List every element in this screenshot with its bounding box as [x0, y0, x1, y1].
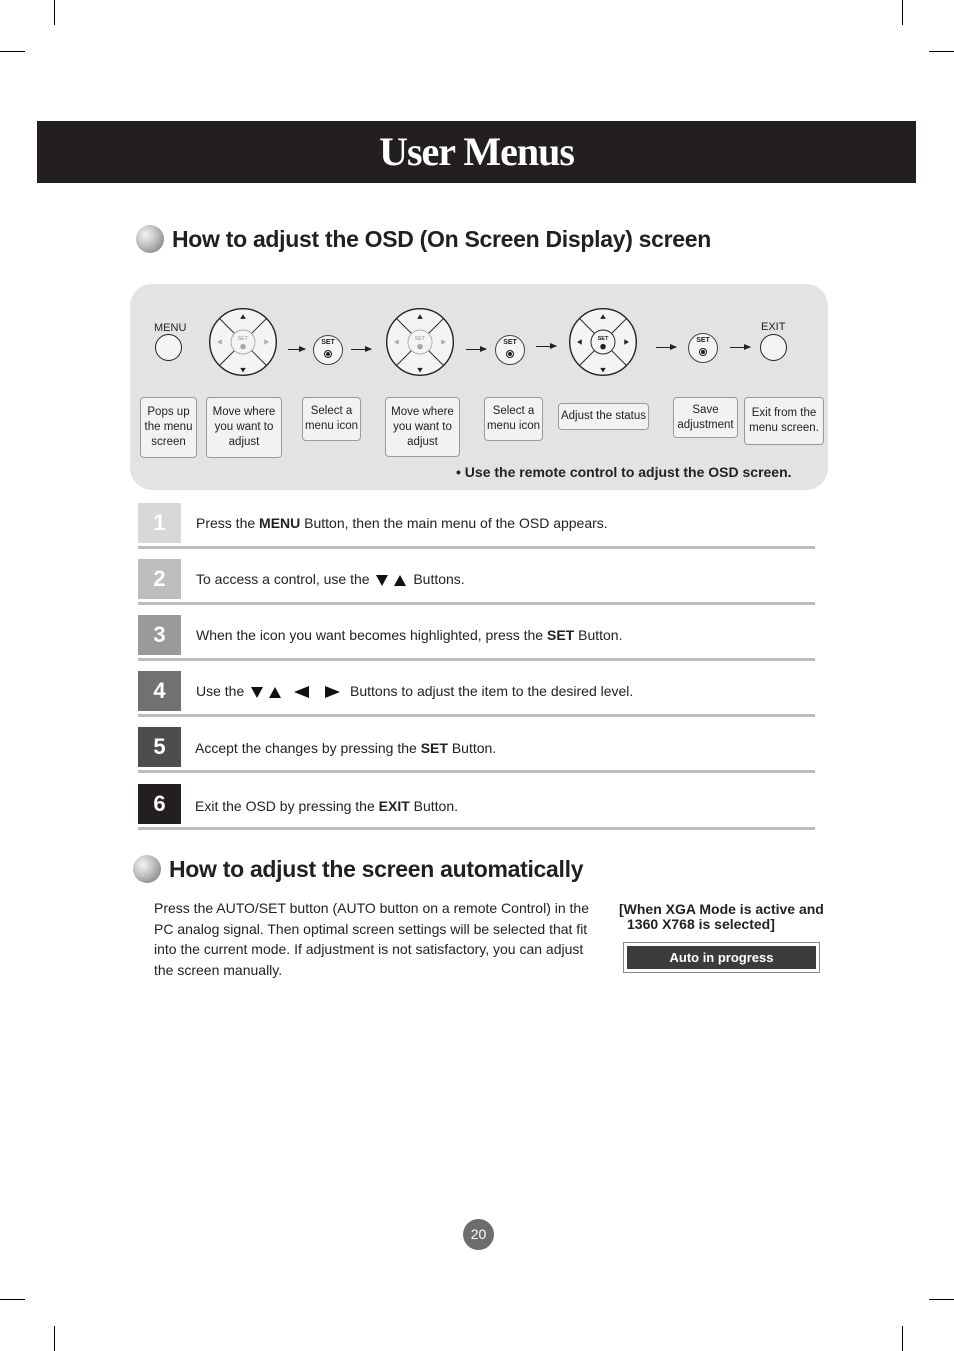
step-divider	[138, 770, 815, 773]
crop-mark	[0, 51, 25, 52]
set-text: SET	[414, 336, 426, 343]
caption-box: Move where you want to adjust	[206, 397, 282, 458]
page-title: User Menus	[379, 129, 574, 174]
caption-box: Move where you want to adjust	[385, 397, 460, 457]
up-arrow-icon	[269, 687, 281, 698]
flow-arrow-icon	[466, 349, 486, 350]
caption-box: Adjust the status	[558, 403, 649, 430]
step-divider	[138, 602, 815, 605]
down-arrow-icon	[251, 687, 263, 698]
caption-box: Select a menu icon	[484, 397, 543, 441]
set-button	[688, 333, 718, 363]
up-arrow-icon	[394, 575, 406, 586]
crop-mark	[54, 0, 55, 25]
set-dot-icon	[699, 348, 707, 356]
crop-mark	[929, 51, 954, 52]
step-row	[138, 503, 815, 549]
step-number: 1	[138, 503, 181, 543]
step-divider	[138, 658, 815, 661]
step-row	[138, 727, 815, 773]
exit-button	[760, 334, 787, 361]
set-button	[313, 335, 343, 365]
caption-box: Pops up the menu screen	[140, 397, 197, 458]
crop-mark	[902, 1326, 903, 1351]
step-text: Use the Buttons to adjust the item to the desired level.	[196, 683, 634, 699]
xga-line-1: [When XGA Mode is active and	[619, 901, 824, 917]
crop-mark	[0, 1299, 25, 1300]
set-text: SET	[503, 339, 517, 346]
auto-section-heading: How to adjust the screen automatically	[169, 855, 584, 882]
set-text: SET	[597, 336, 609, 343]
osd-section-header	[136, 225, 711, 253]
auto-body-text: Press the AUTO/SET button (AUTO button on a remote Control) in the PC analog signal. Then optimal screen settings will be selected that fit into the current mode. If adjustment is not satisfactory, you can adjust the screen manually.	[154, 900, 589, 978]
down-arrow-icon	[376, 575, 388, 586]
step-row	[138, 615, 815, 661]
step-row	[138, 671, 815, 717]
step-number: 2	[138, 559, 181, 599]
step-text: Exit the OSD by pressing the EXIT Button.	[195, 798, 459, 814]
step-text: When the icon you want becomes highlighted, press the SET Button.	[196, 627, 623, 643]
flow-arrow-icon	[288, 349, 305, 350]
caption-box: Exit from the menu screen.	[744, 397, 824, 445]
set-text: SET	[696, 337, 710, 344]
page-number: 20	[463, 1219, 494, 1250]
flow-arrow-icon	[656, 347, 676, 348]
set-button	[495, 335, 525, 365]
osd-section-heading: How to adjust the OSD (On Screen Display) screen	[172, 225, 712, 252]
step-number: 3	[138, 615, 181, 655]
bullet-ball-icon	[136, 225, 164, 253]
dpad-icon	[206, 305, 280, 379]
step-text: Accept the changes by pressing the SET Button.	[195, 740, 497, 756]
dpad-icon	[383, 305, 457, 379]
title-bar	[37, 121, 916, 183]
exit-label: EXIT	[761, 321, 786, 333]
crop-mark	[902, 0, 903, 25]
step-number: 4	[138, 671, 181, 711]
set-text: SET	[237, 336, 249, 343]
menu-label: MENU	[154, 322, 187, 334]
dpad-icon	[566, 305, 640, 379]
flow-arrow-icon	[536, 346, 556, 347]
auto-progress-label: Auto in progress	[627, 946, 816, 969]
flow-arrow-icon	[351, 349, 371, 350]
set-dot-icon	[324, 350, 332, 358]
auto-progress-box	[623, 942, 820, 973]
step-row	[138, 784, 815, 830]
step-text: Press the MENU Button, then the main menu of the OSD appears.	[196, 515, 608, 531]
step-number: 5	[138, 727, 181, 767]
caption-box: Select a menu icon	[302, 397, 361, 441]
set-dot-icon	[506, 350, 514, 358]
xga-note	[619, 902, 824, 932]
crop-mark	[54, 1326, 55, 1351]
remote-note: • Use the remote control to adjust the OSD screen.	[456, 464, 792, 480]
crop-mark	[929, 1299, 954, 1300]
set-text: SET	[321, 339, 335, 346]
step-divider	[138, 827, 815, 830]
left-arrow-icon	[294, 686, 309, 698]
auto-section-header	[133, 855, 583, 883]
step-number: 6	[138, 784, 181, 824]
step-divider	[138, 546, 815, 549]
right-arrow-icon	[325, 686, 340, 698]
caption-box: Save adjustment	[673, 397, 738, 438]
menu-button	[155, 334, 182, 361]
step-divider	[138, 714, 815, 717]
xga-line-2: 1360 X768 is selected]	[627, 916, 775, 932]
bullet-ball-icon	[133, 855, 161, 883]
step-row	[138, 559, 815, 605]
flow-arrow-icon	[730, 347, 750, 348]
step-text: To access a control, use the Buttons.	[196, 571, 465, 587]
